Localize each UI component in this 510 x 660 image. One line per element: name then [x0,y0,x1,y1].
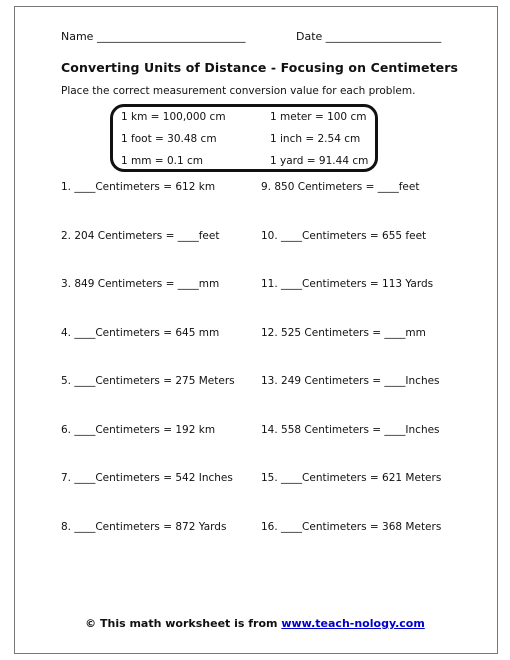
problem-item: 7. ____Centimeters = 542 Inches [61,472,233,484]
footer-prefix: © This math worksheet is from [85,617,282,630]
teach-nology-link[interactable]: www.teach-nology.com [281,617,425,630]
problem-item: 15. ____Centimeters = 621 Meters [261,472,442,484]
problem-item: 10. ____Centimeters = 655 feet [261,230,427,242]
problem-item: 9. 850 Centimeters = ____feet [261,181,420,193]
problem-item: 11. ____Centimeters = 113 Yards [261,278,434,290]
conversion-inch: 1 inch = 2.54 cm [270,133,361,145]
problem-item: 14. 558 Centimeters = ____Inches [261,424,440,436]
problem-item: 12. 525 Centimeters = ____mm [261,327,426,339]
conversion-foot: 1 foot = 30.48 cm [121,133,217,145]
conversion-meter: 1 meter = 100 cm [270,111,367,123]
problem-item: 16. ____Centimeters = 368 Meters [261,521,442,533]
footer-credit [0,617,510,630]
problem-item: 13. 249 Centimeters = ____Inches [261,375,440,387]
problem-item: 3. 849 Centimeters = ____mm [61,278,220,290]
worksheet-title: Converting Units of Distance - Focusing on Centimeters [61,60,459,75]
problem-item: 8. ____Centimeters = 872 Yards [61,521,227,533]
problem-item: 1. ____Centimeters = 612 km [61,181,216,193]
problem-item: 2. 204 Centimeters = ____feet [61,230,220,242]
problem-item: 4. ____Centimeters = 645 mm [61,327,220,339]
conversion-km: 1 km = 100,000 cm [121,111,226,123]
problem-item: 6. ____Centimeters = 192 km [61,424,216,436]
problem-item: 5. ____Centimeters = 275 Meters [61,375,235,387]
conversion-mm: 1 mm = 0.1 cm [121,155,203,167]
date-field-line: Date _____________________ [296,30,442,43]
conversion-yard: 1 yard = 91.44 cm [270,155,369,167]
instructions-text: Place the correct measurement conversion value for each problem. [61,85,416,97]
name-field-line: Name ___________________________ [61,30,246,43]
